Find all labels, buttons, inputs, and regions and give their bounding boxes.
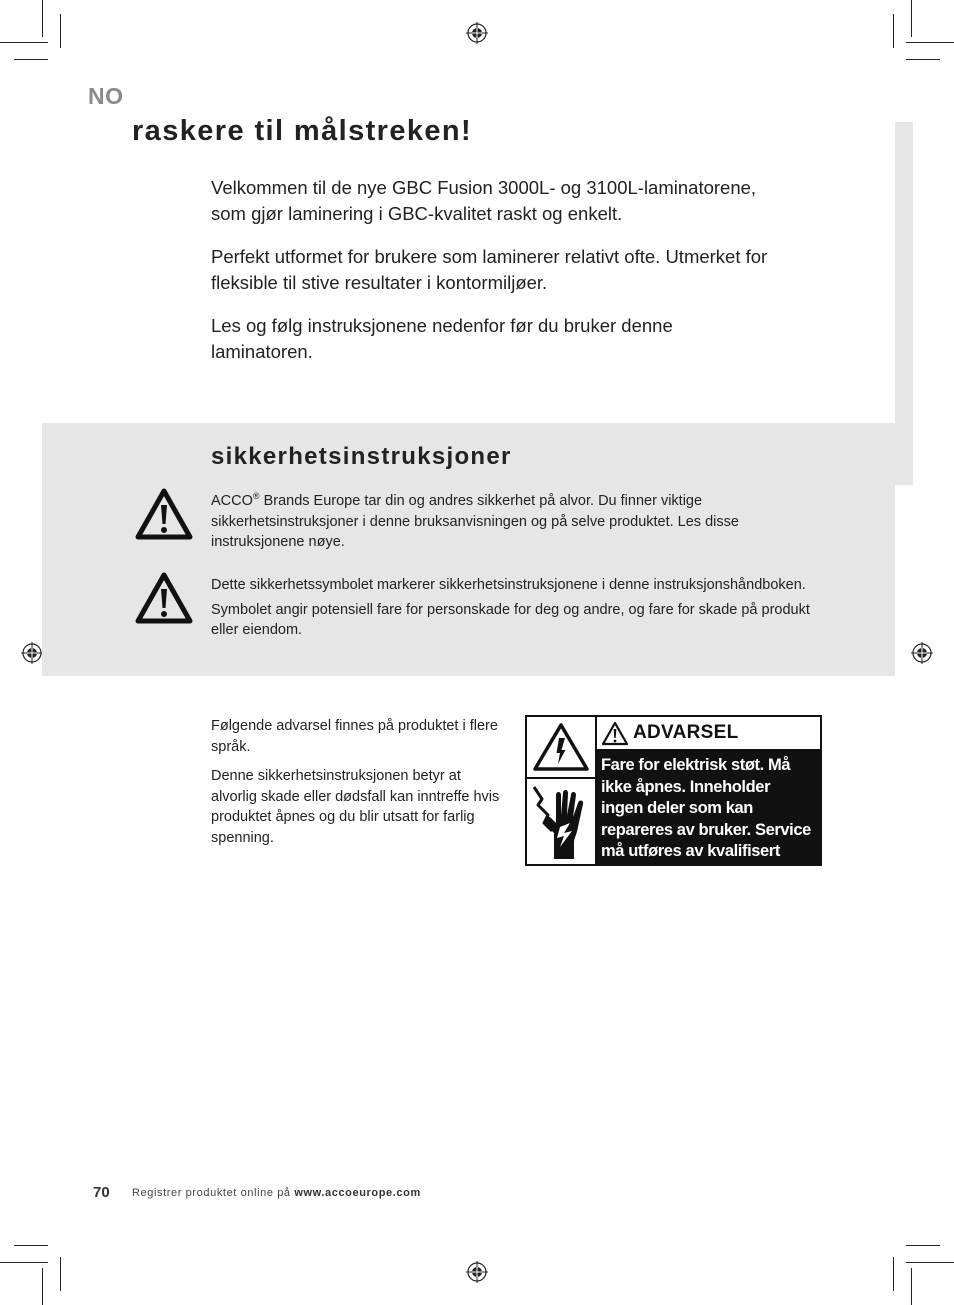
safety-title: sikkerhetsinstruksjoner [211, 443, 512, 470]
crop-mark [60, 14, 61, 48]
label-icon-column [527, 717, 595, 864]
crop-mark [906, 42, 954, 43]
crop-mark [42, 0, 43, 37]
safety-text: Brands Europe tar din og andres sikkerhet på alvor. Du finner viktige sikkerhetsinstruksjoner i denne bruksanvisningen og på selve produktet. Les disse instruksjonene nøye. [211, 493, 739, 550]
website-link[interactable]: www.accoeurope.com [294, 1187, 421, 1199]
registration-mark-icon [21, 642, 43, 664]
registration-mark-icon [911, 642, 933, 664]
high-voltage-icon [532, 721, 590, 773]
label-icon-cell [527, 779, 595, 864]
crop-mark [911, 0, 912, 37]
language-code: NO [88, 83, 124, 109]
registration-mark-icon [466, 22, 488, 44]
crop-mark [906, 1262, 954, 1263]
footer-register-text: Registrer produktet online på [132, 1187, 295, 1199]
electric-shock-hand-icon [530, 781, 592, 863]
side-panel [895, 122, 913, 485]
registration-mark-icon [466, 1261, 488, 1283]
warning-paragraph: Følgende advarsel finnes på produktet i flere språk. [211, 718, 498, 755]
footer-register [132, 1187, 421, 1199]
page-title: raskere til målstreken! [132, 115, 473, 147]
brand-name: ACCO [211, 493, 253, 509]
crop-mark [893, 14, 894, 48]
safety-block-1 [211, 491, 821, 553]
crop-mark [14, 59, 48, 60]
warning-description [211, 716, 501, 857]
crop-mark [14, 1245, 48, 1246]
page-number: 70 [93, 1184, 110, 1201]
label-icon-cell [527, 717, 595, 779]
label-header [595, 717, 820, 751]
crop-mark [60, 1257, 61, 1291]
crop-mark [906, 1245, 940, 1246]
warning-triangle-icon [135, 572, 193, 624]
intro-paragraph: Les og følg instruksjonene nedenfor før du bruker denne laminatoren. [211, 315, 673, 362]
label-heading: ADVARSEL [633, 722, 739, 743]
intro-text [211, 175, 771, 382]
warning-triangle-icon [601, 721, 629, 746]
safety-block-2 [211, 575, 821, 645]
crop-mark [893, 1257, 894, 1291]
warning-paragraph: Denne sikkerhetsinstruksjonen betyr at alvorlig skade eller dødsfall kan inntreffe hvis produktet åpnes og du blir utsatt for farlig spenning. [211, 768, 500, 846]
crop-mark [0, 1262, 48, 1263]
crop-mark [911, 1268, 912, 1305]
label-body: Fare for elektrisk støt. Må ikke åpnes. Inneholder ingen deler som kan repareres av bruker. Service må utføres av kvalifisert personell. [595, 751, 820, 864]
warning-label [525, 715, 822, 882]
safety-paragraph: Dette sikkerhetssymbolet markerer sikkerhetsinstruksjonene i denne instruksjonshåndboken. [211, 577, 806, 593]
intro-paragraph: Perfekt utformet for brukere som laminerer relativt ofte. Utmerket for fleksible til stive resultater i kontormiljøer. [211, 246, 768, 293]
warning-triangle-icon [135, 488, 193, 540]
registered-mark: ® [252, 491, 260, 502]
safety-paragraph: Symbolet angir potensiell fare for personskade for deg og andre, og fare for skade på produkt eller eiendom. [211, 601, 810, 638]
crop-mark [906, 59, 940, 60]
crop-mark [0, 42, 48, 43]
intro-paragraph: Velkommen til de nye GBC Fusion 3000L- og 3100L-laminatorene, som gjør laminering i GBC-kvalitet raskt og enkelt. [211, 177, 757, 224]
crop-mark [42, 1268, 43, 1305]
